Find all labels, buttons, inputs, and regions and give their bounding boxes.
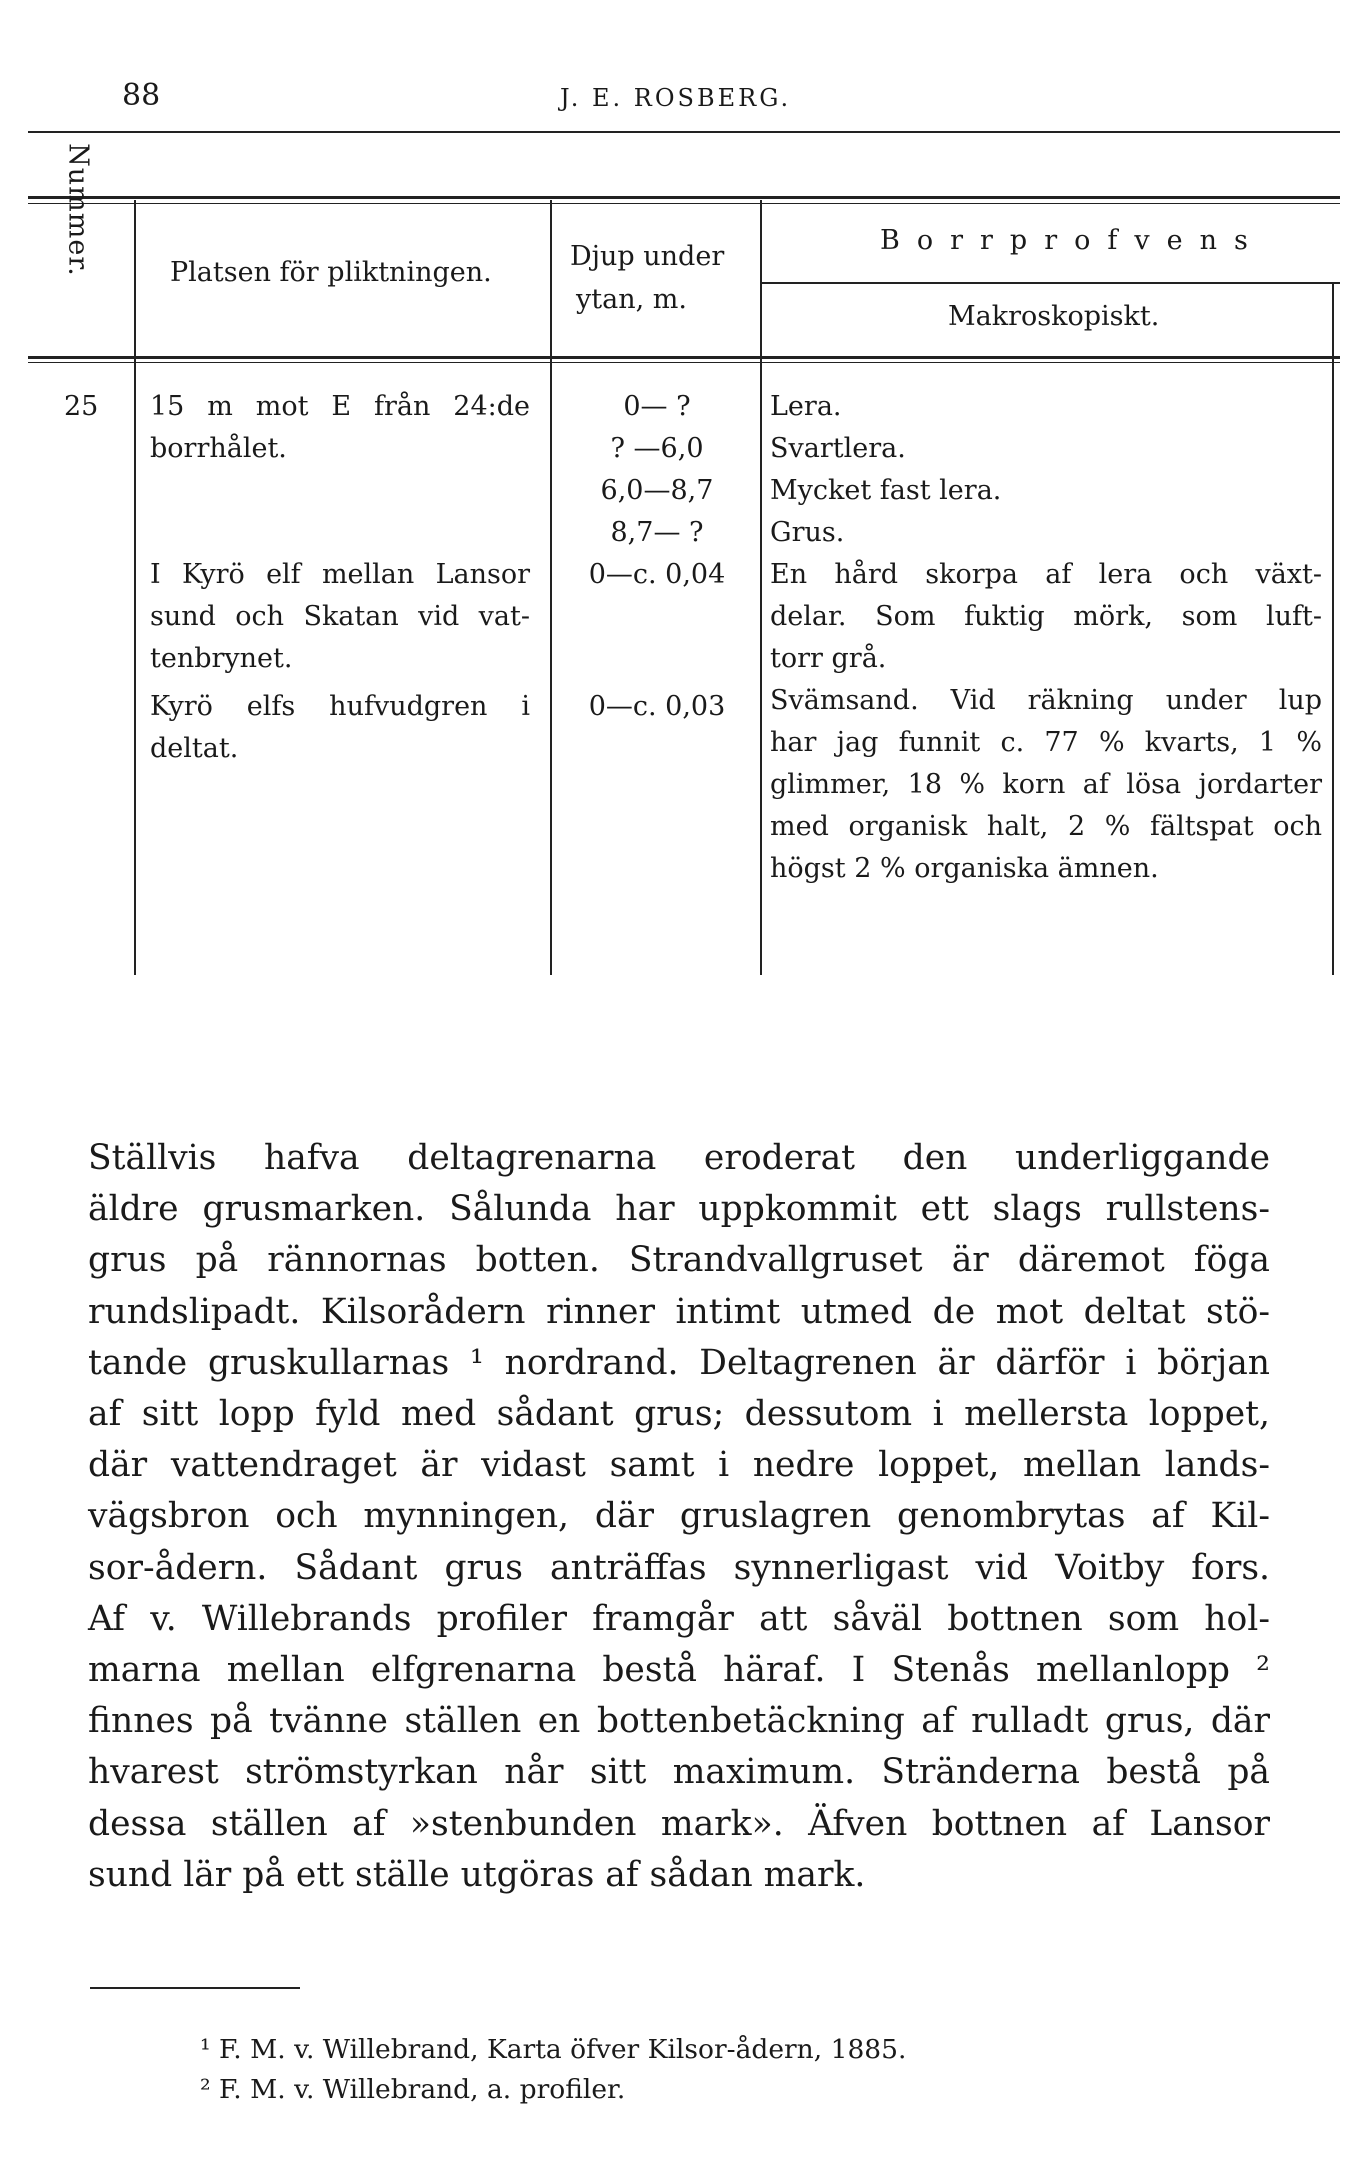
header-bottom-rule — [28, 356, 1340, 359]
footnote-2: ² F. M. v. Willebrand, a. profiler. — [200, 2074, 626, 2105]
body-paragraph — [88, 1133, 1270, 1901]
header-makroskopiskt: Makroskopiskt. — [948, 301, 1160, 332]
description-line: torr grå. — [770, 643, 887, 674]
description-line: har jag funnit c. 77 % kvarts, 1 % — [770, 727, 1322, 758]
paragraph-line: rundslipadt. Kilsorådern rinner intimt utmed de mot deltat stö- — [88, 1291, 1270, 1332]
paragraph-line: grus på rännornas botten. Strandvallgruset är däremot föga — [88, 1240, 1270, 1281]
depth-value: 0— ? — [623, 391, 691, 422]
row-number: 25 — [64, 391, 99, 422]
place-cell-1 — [150, 386, 530, 470]
place-cell-3 — [150, 686, 530, 770]
description-cell — [770, 386, 1322, 890]
running-head: J. E. ROSBERG. — [560, 84, 792, 112]
depth-cell-2 — [552, 686, 762, 728]
depth-value: 6,0—8,7 — [600, 475, 714, 506]
paragraph-line: tande gruskullarnas ¹ nordrand. Deltagrenen är därför i början — [88, 1342, 1270, 1383]
depth-cell-1 — [552, 386, 762, 596]
place-line: sund och Skatan vid vat- — [150, 601, 530, 632]
depth-value: 8,7— ? — [610, 517, 704, 548]
description-line: Lera. — [770, 391, 842, 422]
table-top-rule-thin — [28, 203, 1340, 204]
header-rule — [28, 131, 1340, 133]
paragraph-line: Ställvis hafva deltagrenarna eroderat den underliggande — [88, 1138, 1270, 1178]
paragraph-line: vägsbron och mynningen, där gruslagren genombrytas af Kil- — [88, 1496, 1270, 1537]
description-line: glimmer, 18 % korn af lösa jordarter — [770, 769, 1322, 800]
place-line: tenbrynet. — [150, 643, 293, 674]
description-line: högst 2 % organiska ämnen. — [770, 853, 1159, 884]
depth-value: ? —6,0 — [610, 433, 704, 464]
description-line: En hård skorpa af lera och växt- — [770, 559, 1322, 590]
paragraph-line: hvarest strömstyrkan når sitt maximum. Stränderna bestå på — [88, 1752, 1270, 1793]
description-line: delar. Som fuktig mörk, som luft- — [770, 601, 1322, 632]
header-djup-2: ytan, m. — [576, 284, 687, 315]
header-divider — [760, 282, 1340, 284]
paragraph-line: sor-ådern. Sådant grus anträffas synnerligast vid Voitby fors. — [88, 1547, 1270, 1588]
col-divider-4 — [1332, 284, 1334, 975]
header-bottom-rule-thin — [28, 362, 1340, 363]
place-line: deltat. — [150, 733, 239, 764]
header-platsen: Platsen för pliktningen. — [170, 257, 492, 288]
paragraph-line: Af v. Willebrands profiler framgår att såväl bottnen som hol- — [88, 1598, 1270, 1639]
paragraph-line: marna mellan elfgrenarna bestå häraf. I Stenås mellanlopp ² — [88, 1650, 1270, 1691]
paragraph-line: där vattendraget är vidast samt i nedre loppet, mellan lands- — [88, 1445, 1270, 1486]
description-line: med organisk halt, 2 % fältspat och — [770, 811, 1322, 842]
page-number: 88 — [122, 78, 161, 113]
table-top-rule — [28, 196, 1340, 199]
place-line: borrhålet. — [150, 433, 287, 464]
depth-value: 0—c. 0,04 — [588, 559, 726, 590]
description-line: Grus. — [770, 517, 845, 548]
paragraph-line: sund lär på ett ställe utgöras af sådan mark. — [88, 1854, 866, 1895]
footnote-1: ¹ F. M. v. Willebrand, Karta öfver Kilsor-ådern, 1885. — [200, 2034, 907, 2065]
description-line: Svartlera. — [770, 433, 906, 464]
description-line: Svämsand. Vid räkning under lup — [770, 685, 1322, 716]
header-djup-1: Djup under — [570, 241, 725, 272]
paragraph-line: finnes på tvänne ställen en bottenbetäckning af rulladt grus, där — [88, 1701, 1270, 1742]
place-line: Kyrö elfs hufvudgren i — [150, 691, 530, 722]
header-borrprofvens: Borrprofvens — [880, 225, 1265, 256]
description-line: Mycket fast lera. — [770, 475, 1002, 506]
paragraph-line: äldre grusmarken. Sålunda har uppkommit ett slags rullstens- — [88, 1189, 1270, 1230]
paragraph-line: dessa ställen af »stenbunden mark». Äfven bottnen af Lansor — [88, 1803, 1270, 1844]
depth-value: 0—c. 0,03 — [588, 691, 726, 722]
header-nummer: Nummer. — [62, 143, 94, 277]
col-divider-1 — [134, 200, 136, 975]
place-cell-2 — [150, 554, 530, 680]
paragraph-line: af sitt lopp fyld med sådant grus; dessutom i mellersta loppet, — [88, 1394, 1270, 1435]
place-line: 15 m mot E från 24:de — [150, 391, 530, 422]
footnote-rule — [90, 1987, 300, 1989]
place-line: I Kyrö elf mellan Lansor — [150, 559, 530, 590]
